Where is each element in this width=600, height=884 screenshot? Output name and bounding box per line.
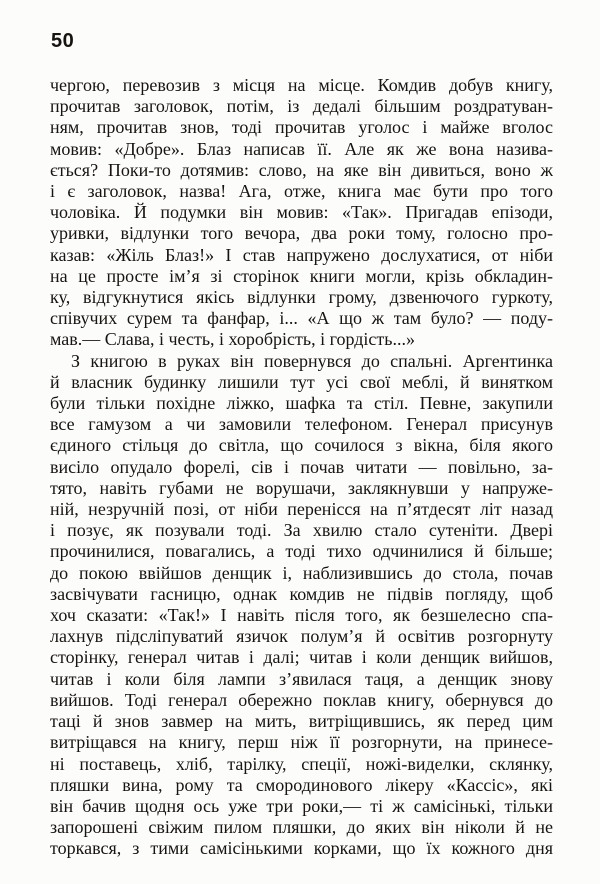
text-line: засвічувати гасницю, однак комдив не підвів погляду, щоб [50,583,553,604]
text-line: тято, навіть губами не ворушачи, заклякнувши у напруже- [50,477,553,498]
text-line: і є заголовок, назва! Ага, отже, книга має бути про того [50,181,553,202]
text-line: таці й знов завмер на мить, витріщившись, як перед цим [50,711,553,732]
text-line: і позує, як позували тоді. За хвилю стало сутеніти. Двері [50,520,553,541]
text-line: ку, відгукнутися якісь відлунки грому, дзвенючого гуркоту, [50,287,553,308]
text-line: читав і коли біля лампи з’явилася таця, а денщик знову [50,668,553,689]
page-number: 50 [51,30,75,52]
text-line: витріщався на книгу, перш ніж її розгорнути, на принесе- [50,732,553,753]
text-line: мав.— Слава, і честь, і хоробрість, і гордість...» [50,329,416,350]
text-line: й власник будинку лишили тут усі свої меблі, й винятком [50,371,553,392]
text-line: він бачив щодня ось уже три роки,— ті ж самісінькі, тільки [50,795,553,816]
text-line: вийшов. Тоді генерал обережно поклав книгу, обернувся до [50,689,553,710]
text-line: були тільки похідне ліжко, шафка та стіл. Певне, закупили [50,393,553,414]
text-line: співучих сурем та фанфар, і... «А що ж там було? — поду- [50,308,553,329]
text-line: ні поставець, хліб, тарілку, спеції, ножі-виделки, склянку, [50,753,553,774]
text-line: ням, прочитав знов, тоді прочитав уголос і майже вголос [50,117,553,138]
text-line: чоловіка. Й подумки він мовив: «Так». Пригадав епізоди, [50,202,553,223]
text-line: мовив: «Добре». Блаз написав її. Але як же вона назива- [50,138,553,159]
text-line: до покою ввійшов денщик і, наблизившись до стола, почав [50,562,553,583]
page-text [50,75,553,860]
text-line: прочитав заголовок, потім, із дедалі більшим роздратуван- [50,96,553,117]
text-line: запорошені свіжим пилом пляшки, до яких він ніколи й не [50,817,553,838]
text-line: все гамузом а чи замовили телефоном. Генерал присунув [50,414,553,435]
text-line: на це просте ім’я зі сторінок книги могли, крізь обкладин- [50,265,553,286]
text-line: пляшки вина, рому та смородинового лікеру «Кассіс», які [50,774,553,795]
text-line: сторінку, генерал читав і далі; читав і коли денщик вийшов, [50,647,553,668]
text-line: З книгою в руках він повернувся до спальні. Аргентинка [71,350,553,371]
text-line: висіло опудало форелі, сів і почав читати — повільно, за- [50,456,553,477]
text-line: ється? Поки-то дотямив: слово, на яке він дивиться, воно ж [50,159,553,180]
text-line: прочинилися, повагались, а тоді тихо одчинилися й більше; [50,541,553,562]
text-line: казав: «Жіль Блаз!» І став напружено дослухатися, от ніби [50,244,553,265]
text-line: лахнув підсліпуватий язичок полум’я й освітив розгорнуту [50,626,553,647]
text-line: чергою, перевозив з місця на місце. Комдив добув книгу, [50,75,553,95]
text-line: хоч сказати: «Так!» І навіть після того, як безшелесно спа- [50,605,553,626]
text-line: торкався, з тими самісінькими корками, що їх кожного дня [50,838,553,859]
text-line: ній, незручній позі, от ніби перенісся на п’ятдесят літ назад [50,499,553,520]
text-line: уривки, відлунки того вечора, два роки тому, голосно про- [50,223,553,244]
text-line: єдиного стільця до світла, що сочилося з вікна, біля якого [50,435,553,456]
